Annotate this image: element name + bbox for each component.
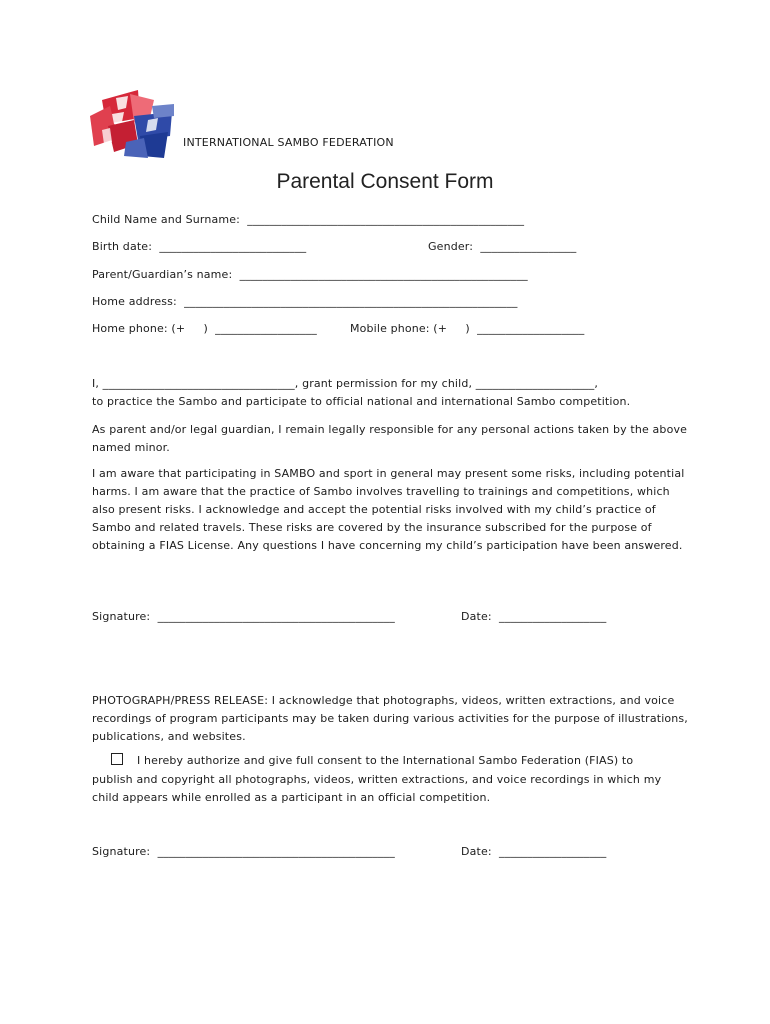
mobile-phone-field[interactable]: Mobile phone: (+ ) ___________________ <box>350 322 585 335</box>
date-field[interactable]: Date: ___________________ <box>461 610 607 623</box>
responsibility-paragraph: As parent and/or legal guardian, I remain legally responsible for any personal actions taken by the above named minor. <box>92 423 688 454</box>
page-title: Parental Consent Form <box>276 170 494 193</box>
signature-field[interactable]: Signature: __________________________________________ <box>92 610 395 623</box>
photo-release-paragraph: PHOTOGRAPH/PRESS RELEASE: I acknowledge that photographs, videos, written extractions, and voice recordings of program participants may be taken during various activities for the purpose of illustrations, publications, and websites. <box>92 694 688 743</box>
date-field-2[interactable]: Date: ___________________ <box>461 845 607 858</box>
signature-field-2[interactable]: Signature: __________________________________________ <box>92 845 395 858</box>
risks-paragraph: I am aware that participating in SAMBO and sport in general may present some risks, including potential harms. I am aware that the practice of Sambo involves travelling to trainings and competitions, which also present risks. I acknowledge and accept the potential risks involved with my child’s practice of Sambo and related travels. These risks are covered by the insurance subscribed for the purpose of obtaining a FIAS License. Any questions I have concerning my child’s participation have been answered. <box>92 467 685 552</box>
consent-line-1[interactable]: I, __________________________________, grant permission for my child, _____________________, <box>92 377 599 390</box>
child-name-field[interactable]: Child Name and Surname: _________________________________________________ <box>92 213 525 226</box>
gender-field[interactable]: Gender: _________________ <box>428 240 577 253</box>
home-address-field[interactable]: Home address: ___________________________________________________________ <box>92 295 518 308</box>
checkbox-label: I hereby authorize and give full consent to the International Sambo Federation (FIAS) to <box>137 754 634 767</box>
birth-date-field[interactable]: Birth date: __________________________ <box>92 240 307 253</box>
consent-checkbox[interactable] <box>111 753 123 765</box>
checkbox-label-continued: publish and copyright all photographs, videos, written extractions, and voice recordings in which my child appears while enrolled as a participant in an official competition. <box>92 773 662 804</box>
guardian-name-field[interactable]: Parent/Guardian’s name: ___________________________________________________ <box>92 268 528 281</box>
org-name: INTERNATIONAL SAMBO FEDERATION <box>183 136 394 149</box>
fias-logo <box>88 86 178 160</box>
home-phone-field[interactable]: Home phone: (+ ) __________________ <box>92 322 317 335</box>
consent-line-2: to practice the Sambo and participate to official national and international Sambo competition. <box>92 395 631 408</box>
